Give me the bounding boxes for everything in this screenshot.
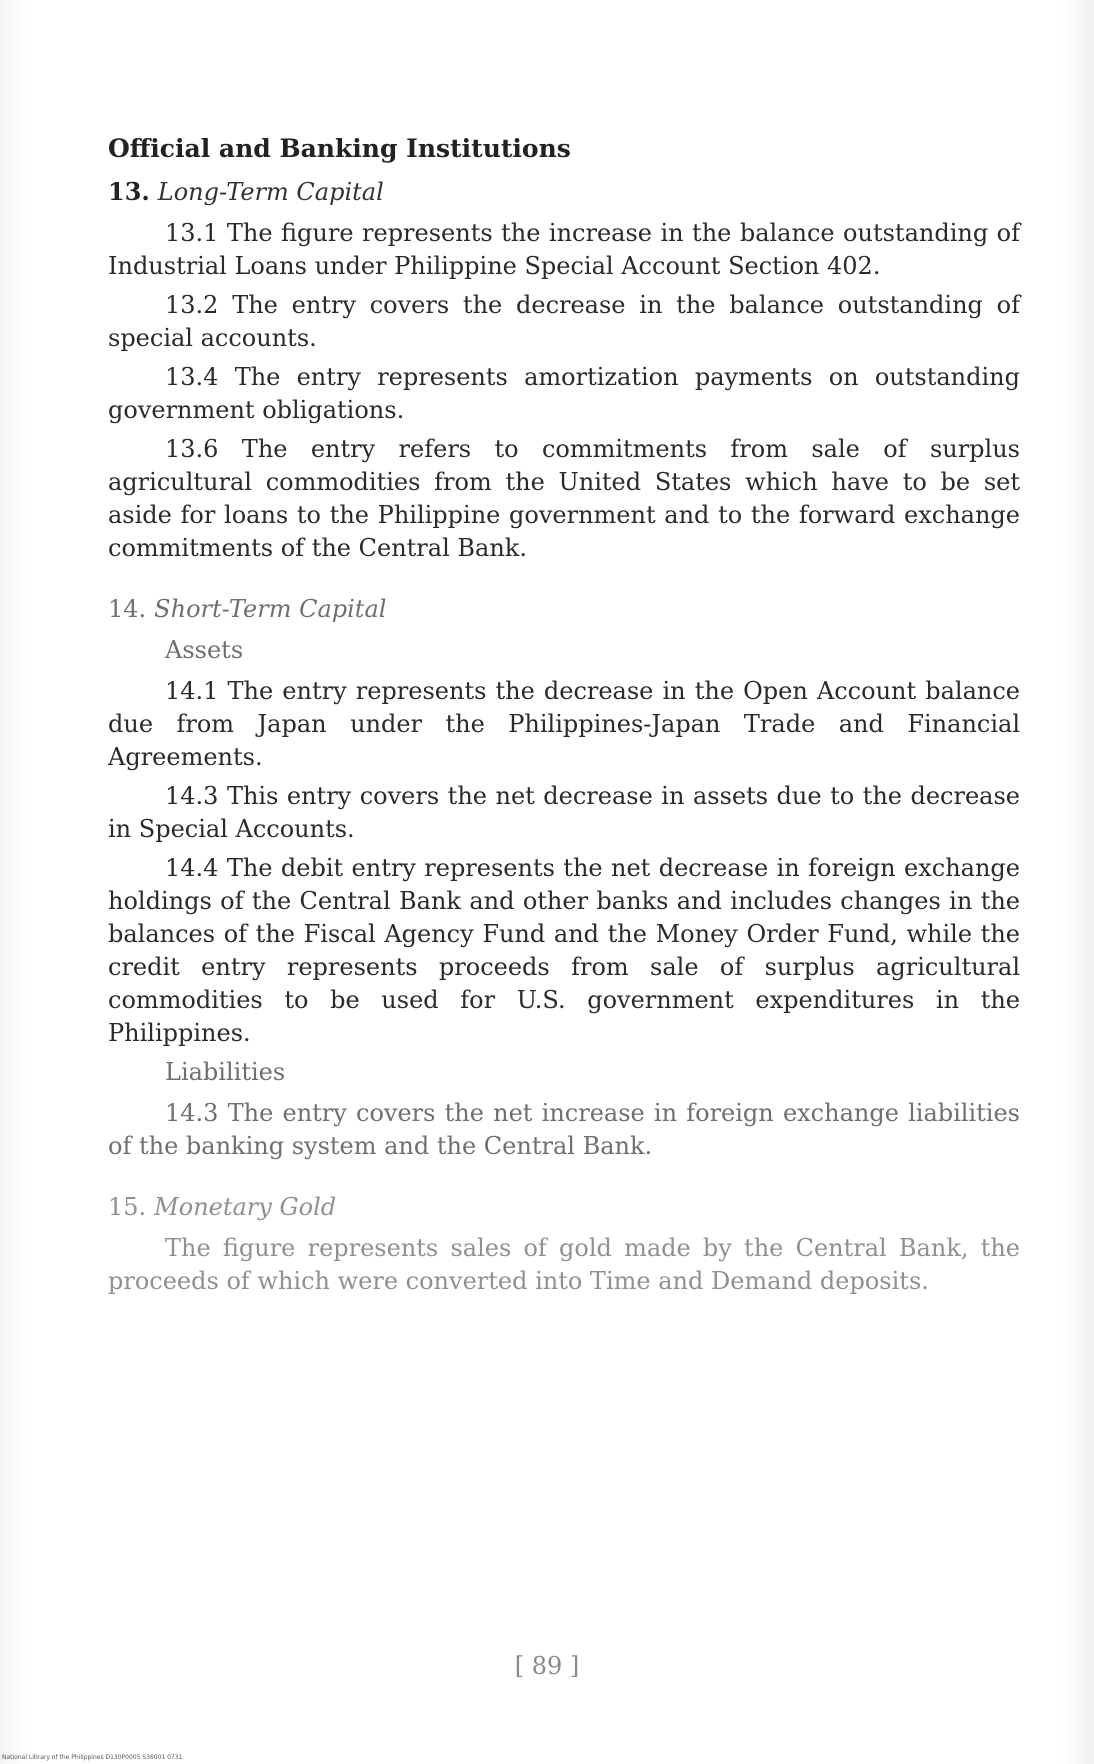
paragraph-13-2: 13.2 The entry covers the decrease in the balance outstanding of special accounts. xyxy=(108,291,1020,352)
paragraph-14-3-assets: 14.3 This entry covers the net decrease in assets due to the decrease in Special Accounts. xyxy=(108,782,1020,843)
liabilities-label: Liabilities xyxy=(165,1058,286,1086)
paragraph-13-1: 13.1 The figure represents the increase in the balance outstanding of Industrial Loans under Philippine Special Account Section 402. xyxy=(108,219,1020,280)
footer-text: National Library of the Philippines D130P0005 S36001 0731 xyxy=(2,1754,183,1761)
paragraph-14-3-liabilities: 14.3 The entry covers the net increase in foreign exchange liabilities of the banking system and the Central Bank. xyxy=(108,1099,1020,1160)
paragraph-14-1: 14.1 The entry represents the decrease in the Open Account balance due from Japan under the Philippines-Japan Trade and Financial Agreements. xyxy=(108,677,1020,771)
paragraph-14-4: 14.4 The debit entry represents the net decrease in foreign exchange holdings of the Central Bank and other banks and includes changes in the balances of the Fiscal Agency Fund and the Money Order Fund, while the credit entry represents proceeds from sale of surplus agricultural commodities to be used for U.S. government expenditures in the Philippines. xyxy=(108,854,1020,1047)
section-number: 13. xyxy=(108,177,150,206)
section-number: 15. xyxy=(108,1193,147,1221)
section-title: Monetary Gold xyxy=(154,1193,337,1221)
section-title: Short-Term Capital xyxy=(154,595,387,623)
section-14-heading xyxy=(108,593,1020,626)
paragraph-13-6: 13.6 The entry refers to commitments from sale of surplus agricultural commodities from the United States which have to be set aside for loans to the Philippine government and to the forward exchange commitments of the Central Bank. xyxy=(108,435,1020,562)
section-15-heading xyxy=(108,1191,1020,1224)
section-number: 14. xyxy=(108,595,147,623)
paragraph-13-4: 13.4 The entry represents amortization payments on outstanding government obligations. xyxy=(108,363,1020,424)
page-heading: Official and Banking Institutions xyxy=(108,134,571,163)
page-number: [ 89 ] xyxy=(514,1652,580,1680)
section-title: Long-Term Capital xyxy=(157,178,384,206)
assets-label: Assets xyxy=(165,636,244,664)
page-content xyxy=(108,132,1020,1304)
section-13-heading xyxy=(108,175,1020,209)
paragraph-15: The figure represents sales of gold made by the Central Bank, the proceeds of which were converted into Time and Demand deposits. xyxy=(108,1234,1020,1295)
